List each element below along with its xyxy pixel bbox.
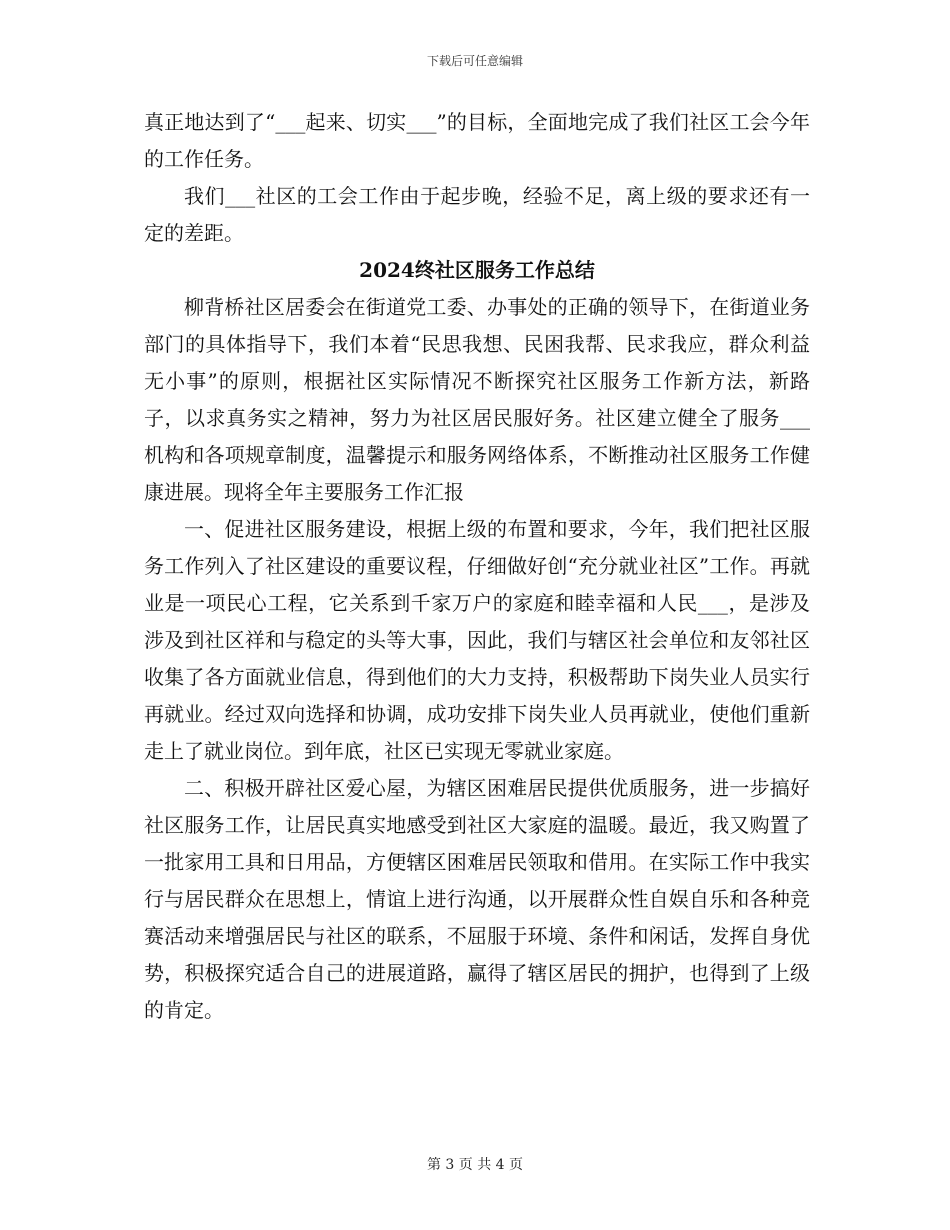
page-header: 下载后可任意编辑 — [426, 54, 523, 68]
paragraph-love-house: 二、积极开辟社区爱心屋，为辖区困难居民提供优质服务，进一步搞好社区服务工作，让居民真实地感受到社区大家庭的温暖。最近，我又购置了一批家用工具和日用品，方便辖区困难居民领取和借用。在实际工作中我实行与居民群众在思想上，情谊上进行沟通，以开展群众性自娱自乐和各种竞赛活动来增强居民与社区的联系，不屈服于环境、条件和闲话，发挥自身优势，积极探究适合自己的进展道路，赢得了辖区居民的拥护，也得到了上级的肯定。 — [144, 776, 810, 1022]
paragraph-union-gap: 我们___社区的工会工作由于起步晚，经验不足，离上级的要求还有一定的差距。 — [144, 184, 810, 245]
page-number: 第 3 页 共 4 页 — [426, 1157, 524, 1173]
paragraph-intro: 柳背桥社区居委会在街道党工委、办事处的正确的领导下，在街道业务部门的具体指导下，我们本着“民思我想、民困我帮、民求我应，群众利益无小事”的原则，根据社区实际情况不断探究社区服务工作新方法，新路子，以求真务实之精神，努力为社区居民服好务。社区建立健全了服务___机构和各项规章制度，温馨提示和服务网络体系，不断推动社区服务工作健康进展。现将全年主要服务工作汇报 — [144, 295, 810, 504]
section-title: 2024终社区服务工作总结 — [359, 258, 595, 282]
paragraph-continuation: 真正地达到了“___起来、切实___”的目标，全面地完成了我们社区工会今年的工作任务。 — [144, 110, 810, 171]
paragraph-employment: 一、促进社区服务建设，根据上级的布置和要求，今年，我们把社区服务工作列入了社区建设的重要议程，仔细做好创“充分就业社区”工作。再就业是一项民心工程，它关系到千家万户的家庭和睦幸福和人民___，是涉及涉及到社区祥和与稳定的头等大事，因此，我们与辖区社会单位和友邻社区收集了各方面就业信息，得到他们的大力支持，积极帮助下岗失业人员实行再就业。经过双向选择和协调，成功安排下岗失业人员再就业，使他们重新走上了就业岗位。到年底，社区已实现无零就业家庭。 — [144, 517, 810, 763]
document-body — [144, 104, 810, 1029]
